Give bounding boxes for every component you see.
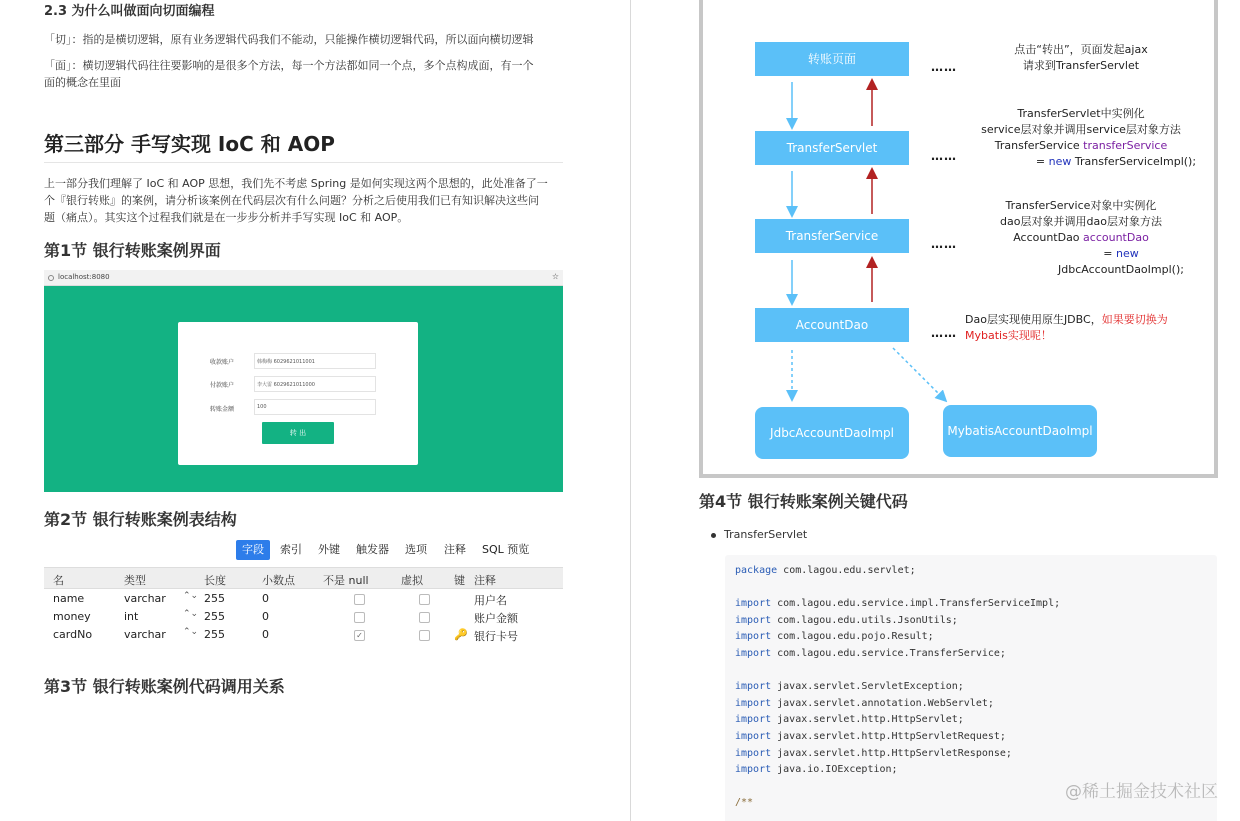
paragraph-mian-line1: 「面」：横切逻辑代码往往要影响的是很多个方法，每一个方法都如同一个点，多个点构成面，有一个 — [44, 59, 534, 72]
table-row[interactable] — [44, 627, 563, 645]
code-line — [735, 615, 958, 626]
note3-ctor: JdbcAccountDaoImpl(); — [1058, 263, 1184, 276]
code-keyword: import — [735, 714, 772, 725]
note2-new: new — [1048, 155, 1072, 168]
tab-foreign-keys[interactable]: 外键 — [318, 543, 340, 556]
field-name: name — [53, 592, 85, 605]
field-decimal: 0 — [262, 628, 269, 641]
section-4-heading: 第4节 银行转账案例关键代码 — [699, 492, 908, 511]
right-page — [631, 0, 1240, 821]
code-text: com.lagou.edu.pojo.Result; — [771, 631, 934, 642]
type-spinner-icon[interactable]: ⌃⌄ — [183, 627, 199, 637]
box-mybatis-impl: MybatisAccountDaoImpl — [943, 405, 1097, 457]
section-3-heading: 第3节 银行转账案例代码调用关系 — [44, 677, 285, 696]
field-length: 255 — [204, 592, 225, 605]
amount-input[interactable]: 100 — [254, 399, 376, 415]
note2-line3 — [961, 138, 1201, 154]
paragraph-qie: 「切」：指的是横切逻辑，原有业务逻辑代码我们不能动，只能操作横切逻辑代码，所以面向横切逻辑 — [44, 33, 534, 46]
tab-indexes[interactable]: 索引 — [280, 543, 302, 556]
col-name: 名 — [53, 574, 64, 587]
box-account-dao: AccountDao — [755, 308, 909, 342]
dots-4: …… — [931, 326, 957, 340]
field-comment: 账户金额 — [474, 612, 518, 625]
table-row[interactable] — [44, 591, 563, 609]
note-step-1 — [991, 42, 1171, 74]
col-length: 长度 — [204, 574, 226, 587]
note1-line1: 点击“转出”，页面发起ajax — [1014, 43, 1148, 56]
note3-line2: dao层对象并调用dao层对象方法 — [1000, 215, 1162, 228]
bullet-icon — [711, 533, 716, 538]
not-null-checkbox[interactable] — [354, 612, 365, 623]
note2-line2: service层对象并调用service层对象方法 — [981, 123, 1181, 136]
code-text: javax.servlet.annotation.WebServlet; — [771, 698, 994, 709]
col-key: 键 — [454, 574, 465, 587]
paragraph-mian-line2: 面的概念在里面 — [44, 76, 121, 89]
tab-triggers[interactable]: 触发器 — [356, 543, 389, 556]
field-type: varchar — [124, 592, 166, 605]
code-text: javax.servlet.http.HttpServletRequest; — [771, 731, 1006, 742]
intro-line3: 题（痛点）。其实这个过程我们就是在一步步分析并手写实现 IoC 和 AOP。 — [44, 211, 409, 224]
note2-line4 — [961, 154, 1201, 170]
code-keyword: import — [735, 598, 772, 609]
code-text: com.lagou.edu.servlet; — [777, 565, 916, 576]
code-line — [735, 797, 753, 808]
code-keyword: import — [735, 731, 772, 742]
field-comment: 银行卡号 — [474, 630, 518, 643]
note2-ctor: TransferServiceImpl(); — [1071, 155, 1197, 168]
code-text: javax.servlet.http.HttpServlet; — [771, 714, 964, 725]
col-decimal: 小数点 — [262, 574, 295, 587]
payee-label: 收款账户 — [210, 359, 235, 366]
note3-new: new — [1115, 247, 1139, 260]
field-length: 255 — [204, 610, 225, 623]
note4-line1 — [965, 312, 1195, 328]
code-keyword: package — [735, 565, 778, 576]
note3-type: AccountDao — [1013, 231, 1084, 244]
code-keyword: import — [735, 631, 772, 642]
type-spinner-icon[interactable]: ⌃⌄ — [183, 609, 199, 619]
virtual-checkbox[interactable] — [419, 612, 430, 623]
field-type: int — [124, 610, 139, 623]
code-text: com.lagou.edu.service.TransferService; — [771, 648, 1006, 659]
payee-input[interactable]: 韩梅梅 6029621011001 — [254, 353, 376, 369]
intro-line2: 个『银行转账』的案例，请分析该案例在代码层次有什么问题？分析之后使用我们已有知识解决这些问 — [44, 194, 539, 207]
dots-1: …… — [931, 60, 957, 74]
note3-line1: TransferService对象中实例化 — [1005, 199, 1157, 212]
col-comment: 注释 — [474, 574, 496, 587]
not-null-checkbox[interactable] — [354, 594, 365, 605]
browser-bar — [44, 270, 563, 286]
note4-red: 如果要切换为 — [1101, 313, 1168, 326]
code-comment: /** — [735, 797, 754, 808]
section-1-heading: 第1节 银行转账案例界面 — [44, 241, 221, 260]
virtual-checkbox[interactable] — [419, 594, 430, 605]
col-not-null: 不是 null — [323, 574, 369, 587]
not-null-checkbox-checked[interactable]: ✓ — [354, 630, 365, 641]
box-transfer-servlet: TransferServlet — [755, 131, 909, 165]
code-text: javax.servlet.http.HttpServletResponse; — [771, 748, 1012, 759]
code-line — [735, 764, 898, 775]
code-text: com.lagou.edu.service.impl.TransferServiceImpl; — [771, 598, 1061, 609]
col-type: 类型 — [124, 574, 146, 587]
note2-var: transferService — [1083, 139, 1168, 152]
box-transfer-service: TransferService — [755, 219, 909, 253]
table-header — [44, 567, 563, 589]
section-2-heading: 第2节 银行转账案例表结构 — [44, 510, 237, 529]
code-line — [735, 698, 994, 709]
code-line — [735, 681, 964, 692]
box-transfer-page: 转账页面 — [755, 42, 909, 76]
tab-sql-preview[interactable]: SQL 预览 — [482, 543, 530, 556]
code-keyword: import — [735, 615, 772, 626]
transfer-out-button[interactable]: 转 出 — [262, 422, 334, 444]
virtual-checkbox[interactable] — [419, 630, 430, 641]
code-text: java.io.IOException; — [771, 764, 898, 775]
tab-comments[interactable]: 注释 — [444, 543, 466, 556]
transfer-ui-screenshot — [44, 270, 563, 492]
dots-2: …… — [931, 149, 957, 163]
code-keyword: import — [735, 698, 772, 709]
code-line — [735, 598, 1060, 609]
col-virtual: 虚拟 — [401, 574, 423, 587]
primary-key-icon: 🔑 — [454, 628, 468, 641]
code-line — [735, 648, 1006, 659]
note3-line4 — [961, 246, 1201, 278]
code-keyword: import — [735, 748, 772, 759]
field-length: 255 — [204, 628, 225, 641]
part-three-title: 第三部分 手写实现 IoC 和 AOP — [44, 132, 335, 156]
code-keyword: import — [735, 648, 772, 659]
note3-line3 — [961, 230, 1201, 246]
dots-3: …… — [931, 237, 957, 251]
note4-line2: Mybatis实现呢！ — [965, 329, 1052, 342]
code-line — [735, 731, 1006, 742]
browser-info-icon — [48, 275, 54, 281]
payer-input[interactable]: 李大雷 6029621011000 — [254, 376, 376, 392]
field-decimal: 0 — [262, 592, 269, 605]
field-comment: 用户名 — [474, 594, 507, 607]
title-divider — [44, 162, 563, 163]
tab-fields[interactable]: 字段 — [236, 540, 270, 560]
code-text: com.lagou.edu.utils.JsonUtils; — [771, 615, 958, 626]
amount-label: 转账金额 — [210, 406, 235, 413]
note3-eq: = — [1103, 247, 1116, 260]
section-heading-2-3: 2.3 为什么叫做面向切面编程 — [44, 4, 215, 19]
code-keyword: import — [735, 764, 772, 775]
bullet-transfer-servlet: TransferServlet — [724, 528, 808, 541]
code-line — [735, 631, 934, 642]
box-jdbc-impl: JdbcAccountDaoImpl — [755, 407, 909, 459]
code-text: javax.servlet.ServletException; — [771, 681, 964, 692]
browser-url: localhost:8080 — [58, 273, 110, 281]
note2-line1: TransferServlet中实例化 — [1017, 107, 1145, 120]
note-step-4 — [965, 312, 1195, 344]
dashed-arrow-mybatis — [893, 348, 943, 398]
payer-label: 付款账户 — [210, 382, 235, 389]
note-step-3 — [961, 198, 1201, 278]
code-line — [735, 748, 1012, 759]
field-type: varchar — [124, 628, 166, 641]
tab-options[interactable]: 选项 — [405, 543, 427, 556]
bookmark-star-icon: ☆ — [551, 272, 559, 281]
note4-text: Dao层实现使用原生JDBC， — [965, 313, 1102, 326]
note-step-2 — [961, 106, 1201, 170]
field-decimal: 0 — [262, 610, 269, 623]
field-name: money — [53, 610, 91, 623]
note1-line2: 请求到TransferServlet — [1022, 59, 1140, 72]
watermark: @稀土掘金技术社区 — [1065, 782, 1218, 802]
type-spinner-icon[interactable]: ⌃⌄ — [183, 591, 199, 601]
note3-var: accountDao — [1083, 231, 1149, 244]
call-relationship-diagram — [699, 0, 1218, 478]
code-line — [735, 565, 916, 576]
note2-type: TransferService — [994, 139, 1084, 152]
intro-line1: 上一部分我们理解了 IoC 和 AOP 思想，我们先不考虑 Spring 是如何实现这两个思想的，此处准备了一 — [44, 177, 548, 190]
field-name: cardNo — [53, 628, 93, 641]
table-row[interactable] — [44, 609, 563, 627]
note2-eq: = — [1035, 155, 1049, 168]
code-keyword: import — [735, 681, 772, 692]
code-line — [735, 714, 964, 725]
transfer-form-card — [178, 322, 418, 465]
